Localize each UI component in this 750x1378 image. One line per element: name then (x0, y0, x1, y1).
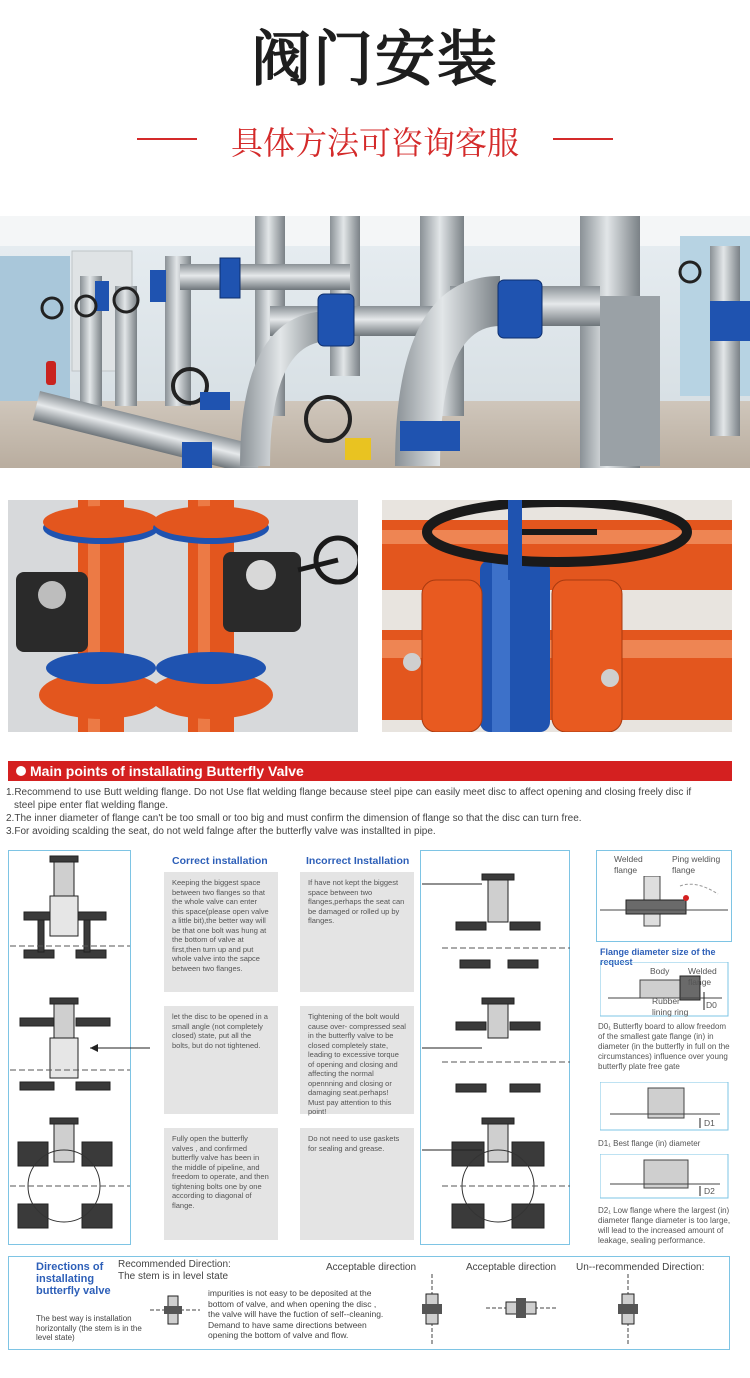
d1-label: D1 (704, 1118, 715, 1128)
recommended-direction-text: impurities is not easy to be deposited at the bottom of valve, and when opening the disc , the valve will have the fuction of self--cleaning. Demand to have same directions between opening the bottom of valve and flow. (208, 1288, 384, 1340)
d0-description: D0₁ Butterfly board to allow freedom of the smallest gate flange (in) in diameter (in the butterfly in full on the circumstances) influence over young butterfly plate free gate (598, 1022, 730, 1071)
ping-welding-flange-label: Ping welding flange (672, 854, 721, 875)
banner-title: Main points of installating Butterfly Valve (30, 763, 304, 779)
unrecommended-valve-icon (616, 1274, 640, 1344)
correct-installation-title: Correct installation (172, 855, 268, 867)
valve-closeup-photo (382, 500, 732, 732)
body-label: Body (650, 966, 670, 976)
bullet-dot-icon (16, 766, 26, 776)
install-notes (6, 786, 736, 838)
correct-valve-diagrams (10, 852, 150, 1244)
d1-description: D1₁ Best flange (in) diameter (598, 1139, 701, 1148)
d2-label: D2 (704, 1186, 715, 1196)
note-line: 1.Recommend to use Butt welding flange. Do not Use flat welding flange because steel pipe can easily meet disc to affect opening and closing freely disc if (6, 787, 692, 798)
correct-step-3: Fully open the butterfly valves , and confirmed butterfly valve has been in the middle of pipeline, and freedom to operate, and then tightening bolts one by one according to diagonal of flange. (164, 1128, 278, 1240)
acceptable-direction-1-label: Acceptable direction (326, 1262, 417, 1273)
acceptable-valve-icon-1 (420, 1274, 444, 1344)
install-points-banner (8, 761, 732, 781)
page-title: 阀门安装 (251, 25, 499, 95)
note-line: steel pipe enter flat welding flange. (14, 800, 168, 811)
acceptable-direction-2-label: Acceptable direction (466, 1262, 557, 1273)
welded-flange-label: Welded flange (614, 854, 643, 875)
recommended-direction-label: Recommended Direction: (118, 1259, 231, 1270)
orange-pipes-photo (8, 500, 358, 732)
incorrect-step-3: Do not need to use gaskets for sealing and grease. (300, 1128, 414, 1240)
incorrect-step-2: Tightening of the bolt would cause over- compressed seal in the butterfly valve to be closed completely state, leading to excessive torque of opening and closing and affecting the normal opennning and closing or damaging seat.perhaps! Must pay attention to this point! (300, 1006, 414, 1114)
acceptable-valve-icon-2 (486, 1296, 556, 1320)
incorrect-step-1: If have not kept the biggest space between two flanges,perhaps the seat can be damaged or rolled up by flanges. (300, 872, 414, 992)
correct-step-2: let the disc to be opened in a small angle (not completely closed) state, put all the bolts, but do not tightened. (164, 1006, 278, 1114)
incorrect-valve-diagrams (422, 852, 570, 1244)
unrecommended-direction-label: Un--recommended Direction: (576, 1262, 705, 1273)
note-line: 2.The inner diameter of flange can't be too small or too big and must confirm the dimension of flange so that the disc can turn free. (6, 813, 582, 824)
pump-room-photo (0, 216, 750, 468)
d0-label: D0 (706, 1000, 717, 1010)
page-subtitle-row (0, 118, 750, 162)
recommended-valve-icon (150, 1280, 200, 1340)
flange-diameter-heading: Flange diameter size of the request (600, 947, 716, 967)
page-subtitle: 具体方法可咨询客服 (230, 124, 519, 162)
directions-title: Directions of installating butterfly valve (36, 1261, 111, 1297)
d2-description: D2₁ Low flange where the largest (in) diameter flange diameter is too large, will lead to the increased amount of leakage, sealing performance. (598, 1206, 731, 1245)
welded-flange-label-2: Welded flange (688, 966, 717, 987)
rubber-lining-ring-label: Rubber lining ring (652, 996, 689, 1017)
incorrect-installation-title: Incorrect Installation (306, 855, 410, 867)
weld-flange-diagram (600, 876, 730, 940)
correct-step-1: Keeping the biggest space between two flanges so that the whole valve can enter this space(please open valve a little bit),the better way will be that one bolt was hung at the bottom of valve at first,then turn up and put whole valve into the sapce between two flanges. (164, 872, 278, 992)
subtitle-divider-right (553, 138, 613, 140)
recommended-direction-sub: The stem is in level state (118, 1271, 229, 1282)
directions-best-way: The best way is installation horizontally (the stem is in the level state) (36, 1314, 142, 1342)
note-line: 3.For avoiding scalding the seat, do not weld falnge after the butterfly valve was installted in pipe. (6, 826, 436, 837)
